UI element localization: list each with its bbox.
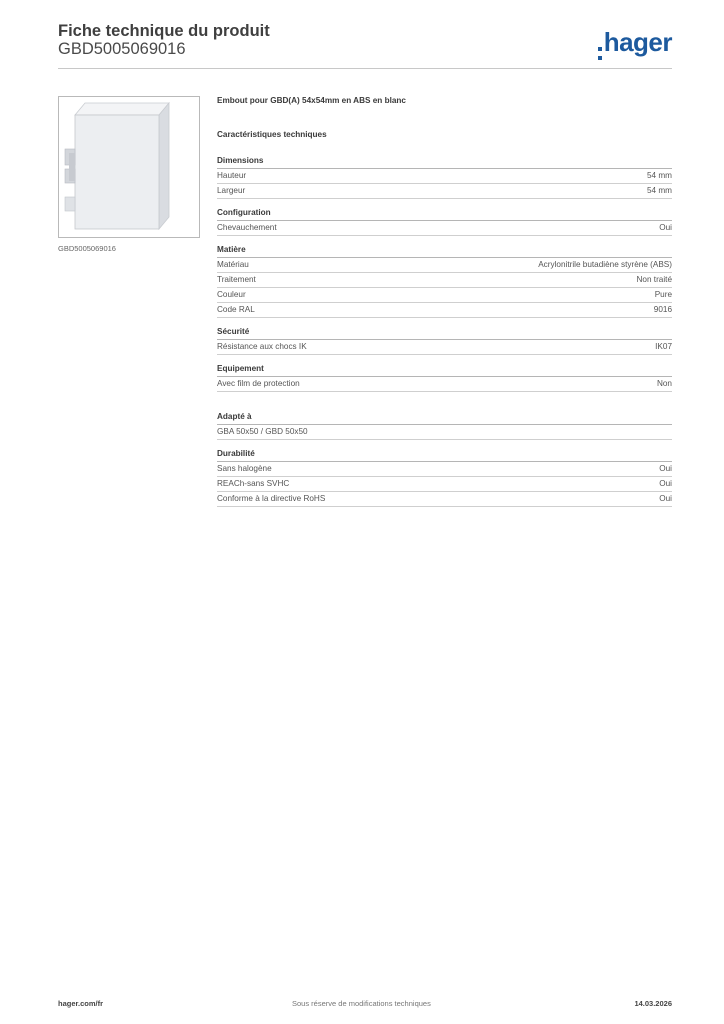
spec-value: Acrylonitrile butadiène styrène (ABS)	[538, 260, 672, 269]
spec-label: Traitement	[217, 275, 256, 284]
spec-value: Oui	[659, 464, 672, 473]
section-equipement	[217, 364, 672, 392]
section-title: Sécurité	[217, 327, 672, 340]
spec-row	[217, 169, 672, 184]
page-title: Fiche technique du produit	[58, 22, 270, 40]
tech-characteristics-title: Caractéristiques techniques	[217, 130, 327, 139]
spec-label: Couleur	[217, 290, 246, 299]
spec-value: 54 mm	[646, 186, 672, 195]
spec-value: IK07	[655, 342, 672, 351]
section-securite	[217, 327, 672, 355]
spec-row	[217, 462, 672, 477]
product-code: GBD5005069016	[58, 40, 186, 58]
section-title: Adapté à	[217, 412, 672, 425]
footer-website-link[interactable]: hager.com/fr	[58, 999, 104, 1008]
section-dimensions	[217, 156, 672, 199]
section-adapte-a	[217, 412, 672, 440]
spec-label: Chevauchement	[217, 223, 277, 232]
spec-value: Oui	[659, 494, 672, 503]
header-divider	[58, 68, 672, 69]
spec-label: Code RAL	[217, 305, 255, 314]
spec-label: Sans halogène	[217, 464, 272, 473]
section-title: Durabilité	[217, 449, 672, 462]
section-title: Configuration	[217, 208, 672, 221]
spec-content	[217, 96, 672, 516]
spec-label: Hauteur	[217, 171, 247, 180]
spec-label: Conforme à la directive RoHS	[217, 494, 326, 503]
spec-label: Avec film de protection	[217, 379, 300, 388]
spec-value: Non	[656, 379, 672, 388]
section-durabilite	[217, 449, 672, 507]
spec-label: Résistance aux chocs IK	[217, 342, 307, 351]
section-matiere	[217, 245, 672, 318]
footer-notice: Sous réserve de modifications techniques	[292, 999, 431, 1008]
section-title: Dimensions	[217, 156, 672, 169]
spec-value: Pure	[654, 290, 672, 299]
spec-row	[217, 221, 672, 236]
spec-value: Oui	[659, 479, 672, 488]
spec-row	[217, 340, 672, 355]
spec-value: 9016	[653, 305, 672, 314]
image-caption: GBD5005069016	[58, 244, 116, 253]
logo-dots-icon	[598, 45, 602, 63]
section-title: Matière	[217, 245, 672, 258]
spec-row	[217, 184, 672, 199]
spec-row	[217, 377, 672, 392]
section-configuration	[217, 208, 672, 236]
spec-row	[217, 425, 672, 440]
footer-date: 14.03.2026	[634, 999, 672, 1008]
spec-row	[217, 477, 672, 492]
product-image	[58, 96, 200, 238]
product-description: Embout pour GBD(A) 54x54mm en ABS en blanc	[217, 96, 406, 105]
spec-row	[217, 273, 672, 288]
spec-label: Matériau	[217, 260, 249, 269]
spec-value: Oui	[659, 223, 672, 232]
spec-value: 54 mm	[646, 171, 672, 180]
spec-label: GBA 50x50 / GBD 50x50	[217, 427, 308, 436]
spec-label: REACh-sans SVHC	[217, 479, 290, 488]
end-cap-illustration	[59, 97, 199, 237]
spec-row	[217, 258, 672, 273]
spec-row	[217, 492, 672, 507]
spec-row	[217, 303, 672, 318]
spec-value: Non traité	[636, 275, 672, 284]
section-title: Equipement	[217, 364, 672, 377]
hager-logo	[598, 27, 672, 63]
spec-row	[217, 288, 672, 303]
spec-label: Largeur	[217, 186, 246, 195]
logo-text: hager	[603, 27, 672, 57]
